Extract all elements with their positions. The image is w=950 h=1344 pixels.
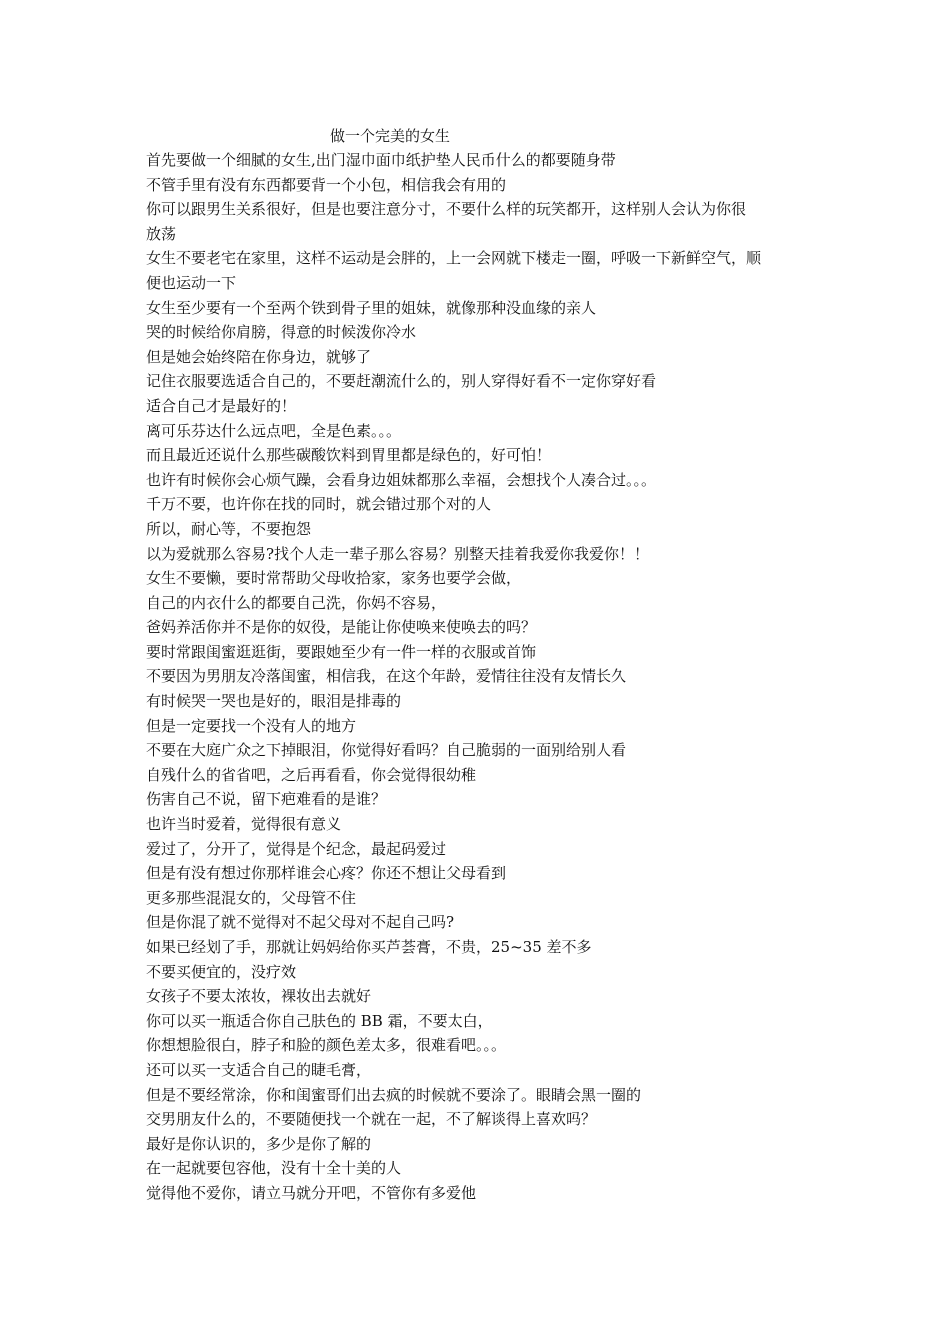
text-line: 以为爱就那么容易?找个人走一辈子那么容易？别整天挂着我爱你我爱你！！ bbox=[146, 544, 650, 563]
text-line: 你想想脸很白，脖子和脸的颜色差太多，很难看吧。。。 bbox=[146, 1036, 507, 1055]
text-line: 还可以买一支适合自己的睫毛膏， bbox=[146, 1060, 372, 1079]
text-line: 女孩子不要太浓妆，裸妆出去就好 bbox=[146, 987, 372, 1006]
text-line: 但是她会始终陪在你身边，就够了 bbox=[146, 347, 372, 366]
text-line: 不要在大庭广众之下掉眼泪，你觉得好看吗？自己脆弱的一面别给别人看 bbox=[146, 741, 627, 760]
text-line: 女生至少要有一个至两个铁到骨子里的姐妹，就像那种没血缘的亲人 bbox=[146, 298, 597, 317]
text-line: 在一起就要包容他，没有十全十美的人 bbox=[146, 1159, 402, 1178]
text-line: 哭的时候给你肩膀，得意的时候泼你冷水 bbox=[146, 323, 417, 342]
text-line: 不要因为男朋友冷落闺蜜，相信我，在这个年龄，爱情往往没有友情长久 bbox=[146, 667, 627, 686]
text-line: 更多那些混混女的，父母管不住 bbox=[146, 888, 357, 907]
text-line: 而且最近还说什么那些碳酸饮料到胃里都是绿色的，好可怕！ bbox=[146, 446, 552, 465]
document-title: 做一个完美的女生 bbox=[330, 127, 451, 145]
text-line: 不要买便宜的，没疗效 bbox=[146, 962, 297, 981]
text-line: 首先要做一个细腻的女生,出门湿巾面巾纸护垫人民币什么的都要随身带 bbox=[146, 151, 616, 169]
text-line: 觉得他不爱你，请立马就分开吧，不管你有多爱他 bbox=[146, 1183, 477, 1202]
text-line: 离可乐芬达什么远点吧，全是色素。。。 bbox=[146, 421, 402, 440]
text-line: 女生不要老宅在家里，这样不运动是会胖的，上一会网就下楼走一圈，呼吸一下新鲜空气，顺 bbox=[146, 249, 762, 268]
text-line: 适合自己才是最好的！ bbox=[146, 396, 297, 415]
text-line: 但是不要经常涂，你和闺蜜哥们出去疯的时候就不要涂了。眼睛会黑一圈的 bbox=[146, 1085, 642, 1104]
text-line: 交男朋友什么的，不要随便找一个就在一起，不了解谈得上喜欢吗？ bbox=[146, 1110, 597, 1129]
text-line: 要时常跟闺蜜逛逛街，要跟她至少有一件一样的衣服或首饰 bbox=[146, 642, 537, 661]
text-line: 但是你混了就不觉得对不起父母对不起自己吗? bbox=[146, 913, 455, 932]
text-line: 便也运动一下 bbox=[146, 273, 237, 292]
text-line: 但是一定要找一个没有人的地方 bbox=[146, 716, 357, 735]
text-line: 你可以跟男生关系很好，但是也要注意分寸，不要什么样的玩笑都开，这样别人会认为你很 bbox=[146, 200, 747, 219]
text-line: 不管手里有没有东西都要背一个小包，相信我会有用的 bbox=[146, 175, 507, 194]
text-line: 也许有时候你会心烦气躁，会看身边姐妹都那么幸福，会想找个人凑合过。。。 bbox=[146, 470, 657, 489]
text-line: 自残什么的省省吧，之后再看看，你会觉得很幼稚 bbox=[146, 765, 477, 784]
text-line: 千万不要，也许你在找的同时，就会错过那个对的人 bbox=[146, 495, 492, 514]
text-line: 爱过了，分开了，觉得是个纪念，最起码爱过 bbox=[146, 839, 447, 858]
text-line: 如果已经划了手，那就让妈妈给你买芦荟膏，不贵，25~35 差不多 bbox=[146, 938, 592, 956]
text-line: 爸妈养活你并不是你的奴役，是能让你使唤来使唤去的吗？ bbox=[146, 618, 537, 637]
text-line: 你可以买一瓶适合你自己肤色的 BB 霜，不要太白， bbox=[146, 1011, 493, 1030]
text-line: 但是有没有想过你那样谁会心疼？你还不想让父母看到 bbox=[146, 864, 507, 883]
text-line: 有时候哭一哭也是好的，眼泪是排毒的 bbox=[146, 692, 402, 711]
text-line: 伤害自己不说，留下疤难看的是谁？ bbox=[146, 790, 387, 809]
text-line: 自己的内衣什么的都要自己洗，你妈不容易， bbox=[146, 593, 447, 612]
text-line: 最好是你认识的，多少是你了解的 bbox=[146, 1134, 372, 1153]
text-line: 所以，耐心等，不要抱怨 bbox=[146, 519, 312, 538]
text-line: 放荡 bbox=[146, 224, 177, 243]
text-line: 女生不要懒，要时常帮助父母收拾家，家务也要学会做， bbox=[146, 569, 522, 588]
document-body bbox=[146, 148, 816, 1206]
text-line: 记住衣服要选适合自己的，不要赶潮流什么的，别人穿得好看不一定你穿好看 bbox=[146, 372, 657, 391]
text-line: 也许当时爱着，觉得很有意义 bbox=[146, 815, 342, 834]
